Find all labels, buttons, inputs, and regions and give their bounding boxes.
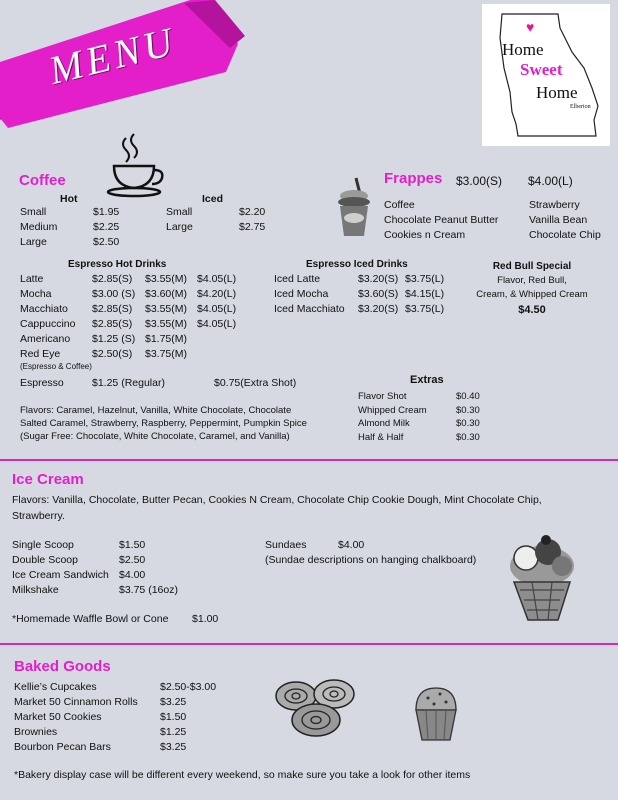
list-item: Double Scoop $2.50 bbox=[12, 554, 146, 566]
list-item: Kellie’s Cupcakes $2.50-$3.00 bbox=[14, 681, 217, 693]
ice-cream-list bbox=[12, 538, 232, 598]
red-bull-line1: Flavor, Red Bull, bbox=[497, 275, 567, 286]
espresso-hot-list bbox=[20, 272, 260, 362]
flavors-line1: Flavors: Caramel, Hazelnut, Vanilla, White Chocolate, Chocolate bbox=[20, 405, 292, 416]
red-bull-special bbox=[460, 259, 604, 318]
list-item: Vanilla Bean bbox=[529, 214, 588, 226]
list-item: Ice Cream Sandwich $4.00 bbox=[12, 569, 146, 581]
list-item: Whipped Cream $0.30 bbox=[358, 404, 480, 416]
logo-home-2: Home bbox=[536, 83, 578, 102]
logo bbox=[482, 4, 610, 146]
table-row: Iced Mocha $3.60(S) $4.15(L) bbox=[274, 288, 445, 300]
espresso-iced-title: Espresso Iced Drinks bbox=[306, 259, 408, 270]
frappe-price-small: $3.00(S) bbox=[456, 174, 503, 188]
table-row: Cappuccino $2.85(S) $3.55(M) $4.05(L) bbox=[20, 318, 237, 330]
table-row: Americano $1.25 (S) $1.75(M) bbox=[20, 333, 188, 345]
list-item: Coffee bbox=[384, 199, 415, 211]
list-item: Small $1.95 bbox=[20, 206, 120, 218]
espresso-hot-title: Espresso Hot Drinks bbox=[68, 259, 167, 270]
logo-home-1: Home bbox=[502, 40, 544, 59]
ice-cream-flavors-line2: Strawberry. bbox=[12, 510, 65, 522]
coffee-title: Coffee bbox=[19, 172, 66, 189]
ice-cream-title: Ice Cream bbox=[12, 471, 84, 488]
table-row: Latte $2.85(S) $3.55(M) $4.05(L) bbox=[20, 273, 237, 285]
list-item: Bourbon Pecan Bars $3.25 bbox=[14, 741, 187, 753]
red-bull-line2: Cream, & Whipped Cream bbox=[476, 289, 588, 300]
baked-goods-title: Baked Goods bbox=[14, 658, 111, 675]
flavors bbox=[20, 404, 307, 443]
list-item: Half & Half $0.30 bbox=[358, 431, 480, 443]
list-item: Chocolate Chip bbox=[529, 229, 601, 241]
espresso-regular: $1.25 (Regular) bbox=[92, 377, 165, 389]
coffee-cup-icon bbox=[104, 132, 170, 198]
table-row: Iced Latte $3.20(S) $3.75(L) bbox=[274, 273, 445, 285]
hot-label: Hot bbox=[60, 193, 78, 205]
iced-label: Iced bbox=[202, 193, 224, 205]
sundaes-name: Sundaes bbox=[265, 539, 307, 551]
coffee-hot-list bbox=[20, 205, 120, 250]
red-bull-price: $4.50 bbox=[518, 304, 546, 316]
espresso-extra: $0.75(Extra Shot) bbox=[214, 377, 297, 389]
baked-goods-list bbox=[14, 680, 244, 755]
espresso-name: Espresso bbox=[20, 377, 64, 389]
logo-sweet: Sweet bbox=[520, 60, 563, 79]
sundaes-note: (Sundae descriptions on hanging chalkboard) bbox=[265, 554, 477, 566]
list-item: Single Scoop $1.50 bbox=[12, 539, 146, 551]
list-item: Brownies $1.25 bbox=[14, 726, 187, 738]
list-item: Medium $2.25 bbox=[20, 221, 120, 233]
list-item: Market 50 Cinnamon Rolls $3.25 bbox=[14, 696, 187, 708]
list-item: Market 50 Cookies $1.50 bbox=[14, 711, 187, 723]
frappe-flavors-right bbox=[529, 198, 601, 243]
list-item: Small $2.20 bbox=[166, 206, 266, 218]
frappe-price-large: $4.00(L) bbox=[528, 174, 573, 188]
flavors-line2: Salted Caramel, Strawberry, Raspberry, Peppermint, Pumpkin Spice bbox=[20, 418, 307, 429]
table-row: Macchiato $2.85(S) $3.55(M) $4.05(L) bbox=[20, 303, 237, 315]
table-row: Mocha $3.00 (S) $3.60(M) $4.20(L) bbox=[20, 288, 237, 300]
waffle-note: *Homemade Waffle Bowl or Cone bbox=[12, 613, 169, 625]
frappes-title: Frappes bbox=[384, 170, 443, 187]
coffee-iced-list bbox=[166, 205, 266, 235]
list-item: Large $2.50 bbox=[20, 236, 120, 248]
table-row: Red Eye $2.50(S) $3.75(M) bbox=[20, 348, 188, 360]
divider bbox=[0, 643, 618, 645]
waffle-price: $1.00 bbox=[192, 613, 219, 625]
flavors-line3: (Sugar Free: Chocolate, White Chocolate, Caramel, and Vanilla) bbox=[20, 431, 290, 442]
sundaes-price: $4.00 bbox=[338, 539, 365, 551]
logo-city: Elberton bbox=[570, 104, 591, 110]
list-item: Strawberry bbox=[529, 199, 580, 211]
list-item: Milkshake $3.75 (16oz) bbox=[12, 584, 178, 596]
red-eye-note: (Espresso & Coffee) bbox=[20, 362, 92, 371]
bakery-footnote: *Bakery display case will be different every weekend, so make sure you take a look for other items bbox=[14, 769, 471, 781]
cinnamon-rolls-icon bbox=[272, 670, 362, 746]
red-bull-title: Red Bull Special bbox=[492, 261, 572, 272]
frappe-flavors-left bbox=[384, 198, 498, 243]
divider bbox=[0, 459, 618, 461]
list-item: Large $2.75 bbox=[166, 221, 266, 233]
ice-cream-flavors bbox=[12, 492, 542, 524]
banner-title: MENU bbox=[44, 18, 181, 93]
list-item: Almond Milk $0.30 bbox=[358, 418, 480, 429]
extras-list bbox=[358, 390, 498, 444]
frappe-cup-icon bbox=[334, 176, 374, 240]
espresso-iced-list bbox=[274, 272, 464, 317]
table-row: Iced Macchiato $3.20(S) $3.75(L) bbox=[274, 303, 445, 315]
list-item: Cookies n Cream bbox=[384, 229, 466, 241]
heart-icon: ♥ bbox=[526, 19, 535, 35]
list-item: Chocolate Peanut Butter bbox=[384, 214, 499, 226]
extras-title: Extras bbox=[410, 374, 444, 386]
ice-cream-flavors-line1: Flavors: Vanilla, Chocolate, Butter Pecan, Cookies N Cream, Chocolate Chip Cookie Dough, Mint Chocolate Chip, bbox=[12, 494, 542, 506]
list-item: Flavor Shot $0.40 bbox=[358, 391, 480, 402]
sundae-icon bbox=[502, 530, 582, 626]
cupcake-icon bbox=[410, 684, 462, 744]
